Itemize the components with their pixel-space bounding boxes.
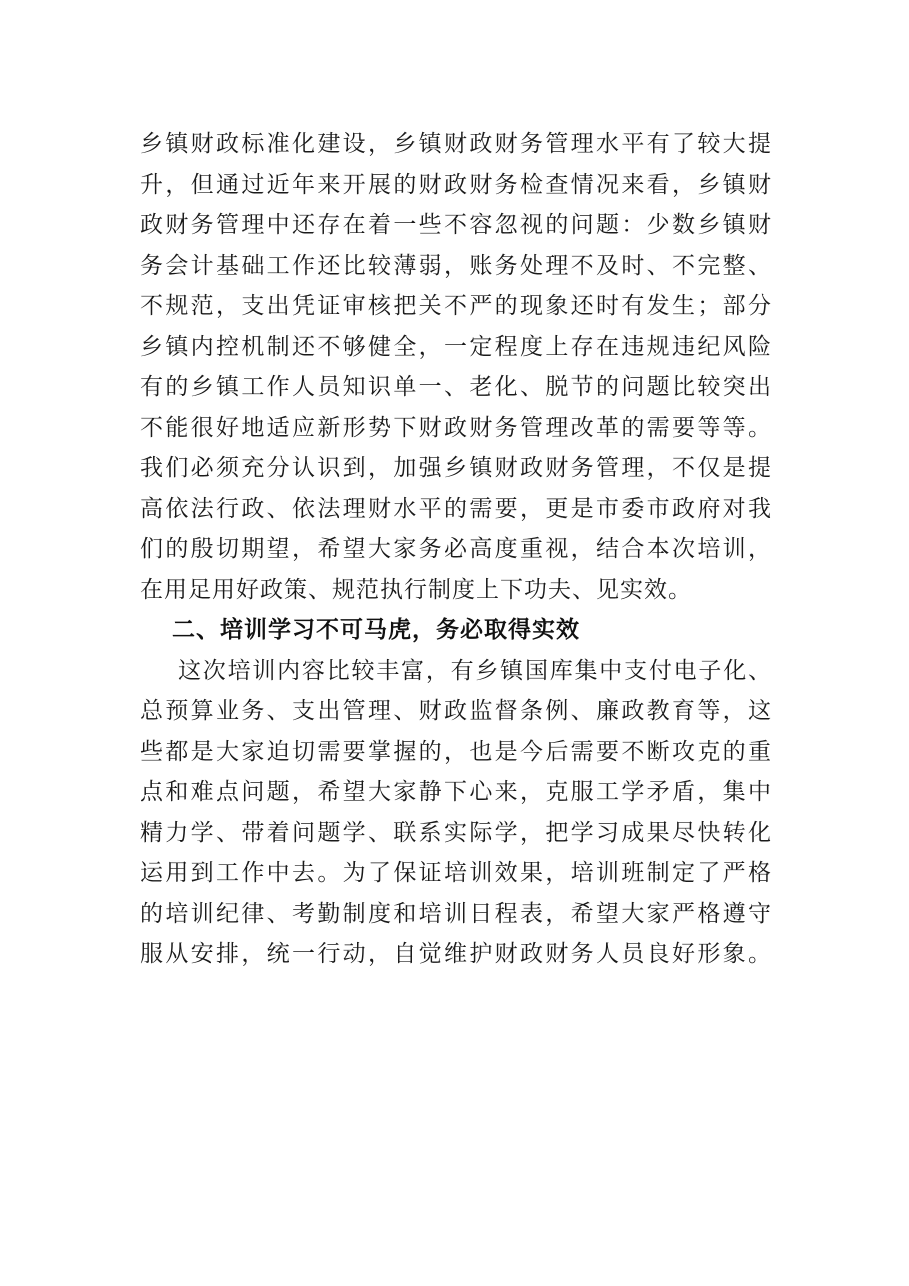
paragraph-line: 务会计基础工作还比较薄弱，账务处理不及时、不完整、 — [140, 252, 772, 279]
paragraph-line: 升，但通过近年来开展的财政财务检查情况来看，乡镇财 — [140, 171, 772, 198]
paragraph-line: 点和难点问题，希望大家静下心来，克服工学矛盾，集中 — [140, 779, 772, 805]
paragraph-2 — [140, 651, 772, 975]
paragraph-line: 乡镇内控机制还不够健全，一定程度上存在违规违纪风险 — [140, 333, 772, 360]
paragraph-line: 总预算业务、支出管理、财政监督条例、廉政教育等，这 — [140, 698, 772, 724]
paragraph-1 — [140, 124, 772, 610]
paragraph-line: 高依法行政、依法理财水平的需要，更是市委市政府对我 — [140, 495, 772, 522]
paragraph-line: 有的乡镇工作人员知识单一、老化、脱节的问题比较突出 — [140, 374, 772, 400]
paragraph-line: 乡镇财政标准化建设，乡镇财政财务管理水平有了较大提 — [140, 131, 772, 157]
paragraph-line: 的培训纪律、考勤制度和培训日程表，希望大家严格遵守 — [140, 900, 772, 927]
paragraph-line: 运用到工作中去。为了保证培训效果，培训班制定了严格 — [140, 860, 772, 886]
paragraph-line: 不能很好地适应新形势下财政财务管理改革的需要等等。 — [140, 414, 772, 441]
paragraph-line: 精力学、带着问题学、联系实际学，把学习成果尽快转化 — [140, 819, 772, 846]
paragraph-line: 不规范，支出凭证审核把关不严的现象还时有发生；部分 — [140, 293, 772, 319]
paragraph-line: 些都是大家迫切需要掌握的，也是今后需要不断攻克的重 — [140, 738, 772, 765]
paragraph-line: 政财务管理中还存在着一些不容忽视的问题：少数乡镇财 — [140, 212, 772, 238]
document-body — [140, 124, 772, 975]
paragraph-line: 在用足用好政策、规范执行制度上下功夫、见实效。 — [140, 576, 692, 603]
section-heading: 二、培训学习不可马虎，务必取得实效 — [172, 617, 580, 643]
paragraph-line: 服从安排，统一行动，自觉维护财政财务人员良好形象。 — [140, 941, 772, 967]
paragraph-line: 我们必须充分认识到，加强乡镇财政财务管理，不仅是提 — [140, 455, 772, 481]
paragraph-line: 们的殷切期望，希望大家务必高度重视，结合本次培训， — [140, 536, 772, 562]
paragraph-line: 这次培训内容比较丰富，有乡镇国库集中支付电子化、 — [178, 657, 772, 684]
